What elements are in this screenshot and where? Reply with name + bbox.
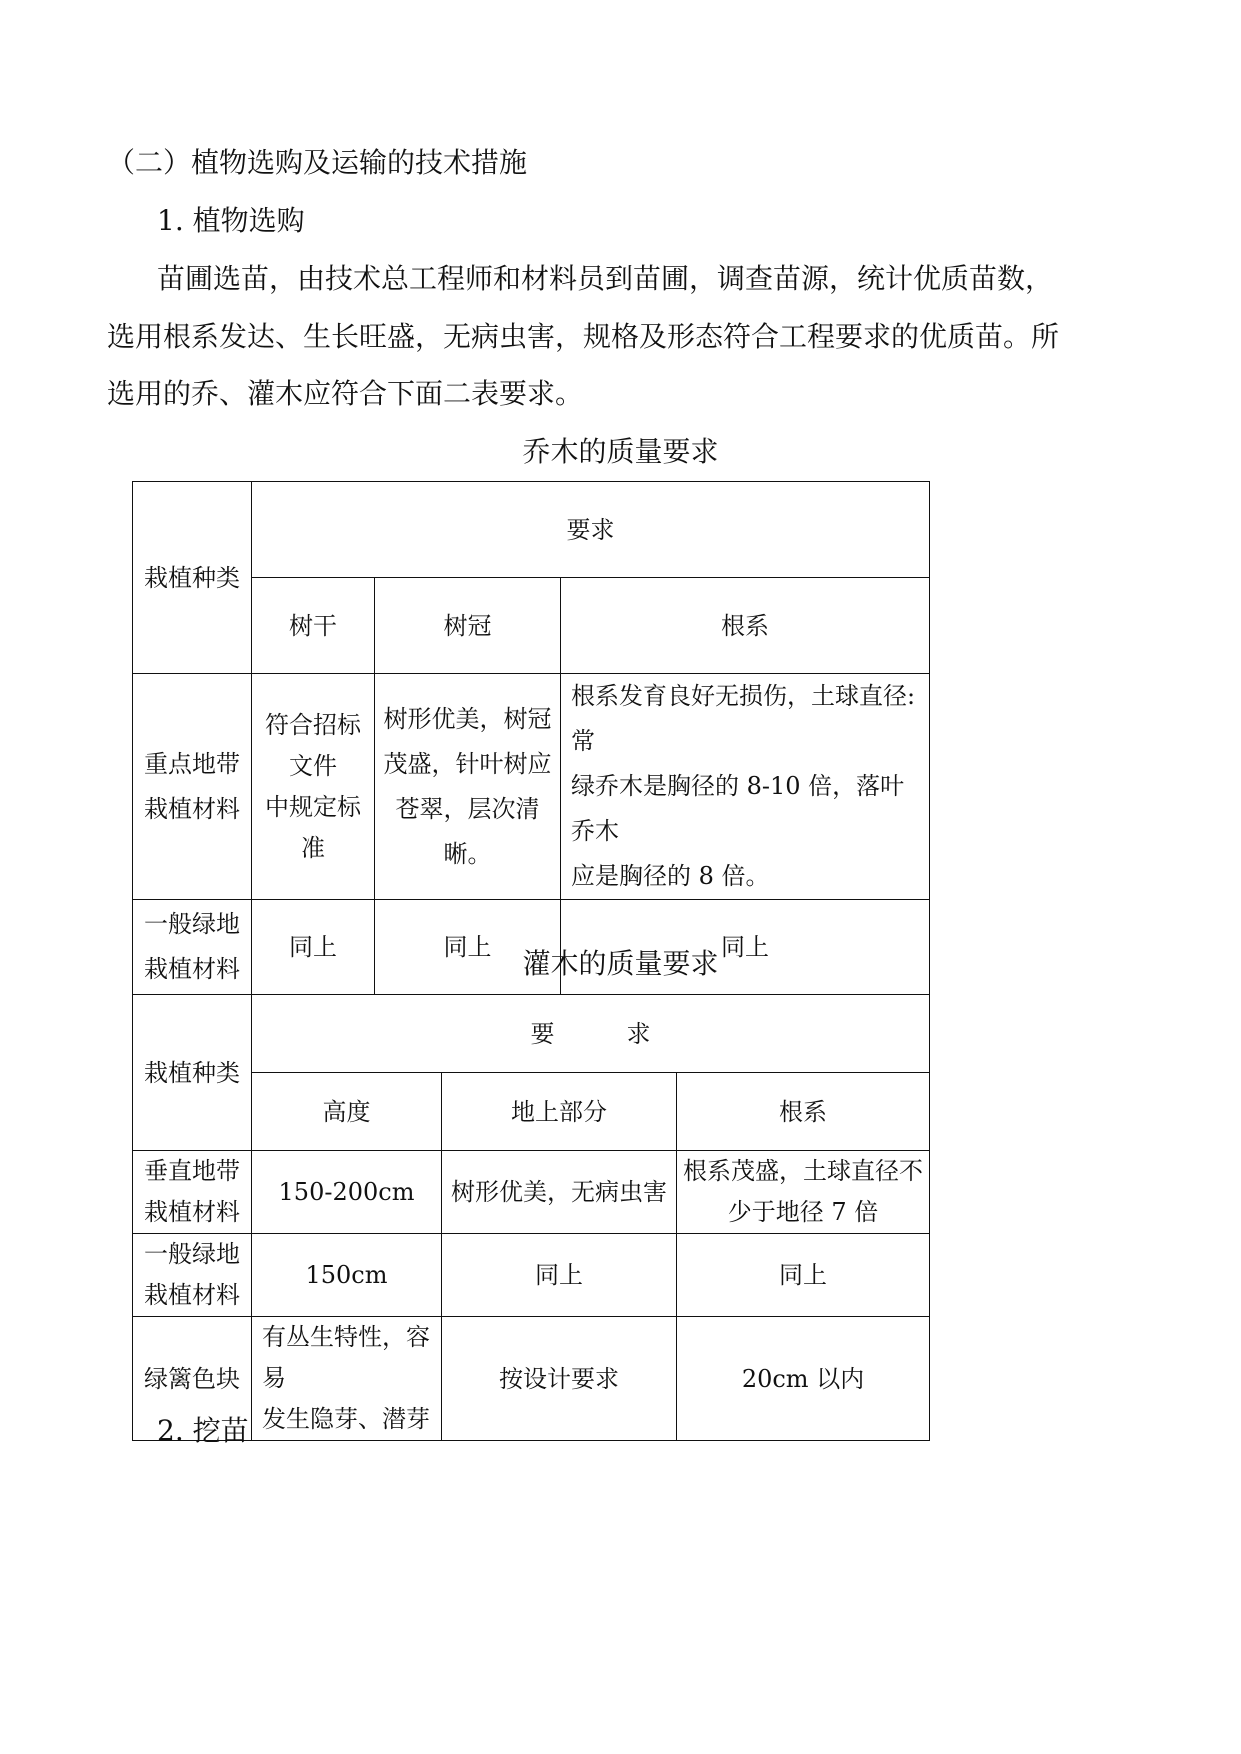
cell-line: 栽植材料	[144, 794, 240, 823]
root-cell: 同上	[561, 900, 930, 995]
root-cell: 20cm 以内	[677, 1317, 930, 1441]
crown-cell: 同上	[375, 900, 561, 995]
header-requirements: 要求	[252, 482, 930, 578]
cell-line: 垂直地带	[144, 1157, 240, 1185]
cell-line: 应是胸径的 8 倍。	[571, 862, 770, 890]
subheading-plant-selection: 1. 植物选购	[157, 204, 305, 237]
root-cell	[561, 674, 930, 900]
cell-line: 重点地带	[144, 749, 240, 778]
header-trunk: 树干	[252, 578, 375, 674]
cell-line: 树形优美，树冠	[383, 704, 552, 733]
shrub-quality-table	[132, 994, 930, 1441]
cell-line: 符合招标	[265, 710, 361, 739]
cell-line: 根系茂盛，土球直径不	[683, 1157, 924, 1185]
header-root: 根系	[677, 1073, 930, 1151]
cell-line: 发生隐芽、潜芽	[262, 1405, 430, 1433]
above-ground-cell: 按设计要求	[442, 1317, 677, 1441]
cell-line: 准	[301, 833, 325, 862]
cell-line: 苍翠，层次清晰。	[395, 794, 540, 868]
header-above-ground: 地上部分	[442, 1073, 677, 1151]
row-type-cell	[133, 674, 252, 900]
height-cell	[252, 1317, 442, 1441]
crown-cell	[375, 674, 561, 900]
cell-line: 栽植材料	[144, 955, 240, 983]
header-planting-type: 栽植种类	[133, 995, 252, 1151]
cell-line: 栽植材料	[144, 1198, 240, 1226]
paragraph-line: 苗圃选苗，由技术总工程师和材料员到苗圃，调查苗源，统计优质苗数，	[157, 262, 1054, 295]
tree-table-caption: 乔木的质量要求	[522, 435, 719, 468]
cell-line: 茂盛，针叶树应	[383, 749, 552, 778]
trunk-cell: 同上	[252, 900, 375, 995]
cell-line: 文件	[289, 751, 337, 780]
above-ground-cell: 树形优美，无病虫害	[442, 1151, 677, 1234]
subheading-digging: 2. 挖苗	[157, 1414, 249, 1447]
cell-line: 少于地径 7 倍	[727, 1198, 879, 1226]
height-cell: 150-200cm	[252, 1151, 442, 1234]
root-cell	[677, 1151, 930, 1234]
cell-line: 一般绿地	[144, 910, 240, 938]
row-type-cell	[133, 1234, 252, 1317]
paragraph-line: 选用根系发达、生长旺盛，无病虫害，规格及形态符合工程要求的优质苗。所	[107, 320, 1060, 353]
cell-line: 中规定标	[265, 792, 361, 821]
tree-quality-table	[132, 481, 930, 995]
header-root: 根系	[561, 578, 930, 674]
section-heading: （二）植物选购及运输的技术措施	[107, 146, 528, 179]
header-requirements: 要 求	[252, 995, 930, 1073]
paragraph-line: 选用的乔、灌木应符合下面二表要求。	[107, 377, 584, 410]
height-cell: 150cm	[252, 1234, 442, 1317]
header-height: 高度	[252, 1073, 442, 1151]
cell-line: 根系发育良好无损伤，土球直径: 常	[571, 682, 916, 755]
trunk-cell	[252, 674, 375, 900]
root-cell: 同上	[677, 1234, 930, 1317]
cell-line: 有丛生特性，容易	[262, 1323, 430, 1392]
row-type-cell	[133, 1151, 252, 1234]
header-crown: 树冠	[375, 578, 561, 674]
above-ground-cell: 同上	[442, 1234, 677, 1317]
cell-line: 栽植材料	[144, 1281, 240, 1309]
cell-line: 绿乔木是胸径的 8-10 倍，落叶乔木	[571, 772, 905, 845]
header-planting-type: 栽植种类	[133, 482, 252, 674]
cell-line: 一般绿地	[144, 1240, 240, 1268]
row-type-cell: 绿篱色块	[133, 1317, 252, 1441]
shrub-table-caption: 灌木的质量要求	[522, 947, 719, 980]
